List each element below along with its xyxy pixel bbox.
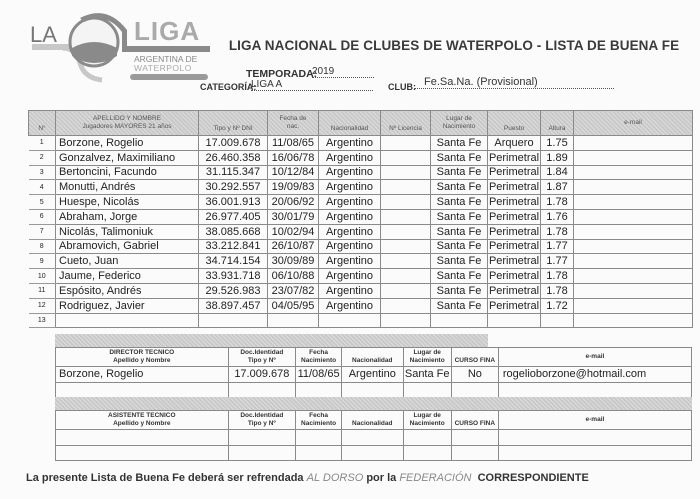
player-num: 7 xyxy=(29,224,56,239)
at-col-nationality: Nacionalidad xyxy=(342,411,404,430)
player-num: 5 xyxy=(29,195,56,210)
player-birth[interactable]: 30/09/89 xyxy=(268,254,319,269)
dt-col-birth xyxy=(296,348,342,367)
player-nationality[interactable]: Argentino xyxy=(319,195,381,210)
player-email[interactable] xyxy=(574,298,693,313)
player-num: 12 xyxy=(29,298,56,313)
col-birthplace-line1: Lugar de xyxy=(446,115,472,122)
player-birthplace[interactable]: Santa Fe xyxy=(431,180,488,195)
player-birthplace[interactable]: Santa Fe xyxy=(431,298,488,313)
logo-liga: LIGA xyxy=(134,16,201,46)
player-position[interactable]: Perimetral xyxy=(488,210,540,223)
player-name[interactable]: Jaume, Federico xyxy=(56,269,199,284)
dt-email[interactable] xyxy=(498,382,691,398)
at-col-birthplace-line2: Nacimiento xyxy=(409,420,445,427)
dt-birth[interactable] xyxy=(296,382,342,398)
player-name[interactable]: Rodriguez, Javier xyxy=(56,298,199,313)
player-dni[interactable]: 33.931.718 xyxy=(199,269,268,284)
at-col-name-line2: Apellido y Nombre xyxy=(113,420,171,427)
at-birthplace[interactable] xyxy=(403,445,451,461)
player-num: 1 xyxy=(29,136,56,151)
at-col-birthplace xyxy=(403,411,451,430)
player-name[interactable]: Nicolás, Talimoniuk xyxy=(56,224,199,239)
player-license[interactable] xyxy=(381,136,431,151)
player-num: 9 xyxy=(29,254,56,269)
club-field[interactable] xyxy=(414,76,614,89)
player-birth[interactable]: 06/10/88 xyxy=(268,269,319,284)
at-col-birth-line1: Fecha xyxy=(309,412,328,419)
dt-col-name xyxy=(56,348,229,367)
player-position[interactable]: Perimetral xyxy=(488,255,540,268)
player-name[interactable]: Bertoncini, Facundo xyxy=(56,165,199,180)
at-course[interactable] xyxy=(451,445,498,461)
logo-waterpolo: WATERPOLO xyxy=(134,63,192,73)
page-title: LIGA NACIONAL DE CLUBES DE WATERPOLO - LISTA DE BUENA FE xyxy=(228,38,680,53)
dt-birth[interactable]: 11/08/65 xyxy=(297,368,340,381)
at-birth[interactable] xyxy=(296,430,342,446)
player-dni[interactable]: 36.001.913 xyxy=(199,195,268,210)
footer-part3: por la xyxy=(363,472,400,484)
player-birthplace[interactable]: Santa Fe xyxy=(431,239,488,254)
col-birth-line2: nac. xyxy=(286,123,300,130)
at-nationality[interactable] xyxy=(342,430,404,446)
player-dni[interactable]: 17.009.678 xyxy=(199,136,268,151)
player-birthplace[interactable]: Santa Fe xyxy=(431,269,488,284)
dt-col-nationality: Nacionalidad xyxy=(342,348,404,367)
director-row xyxy=(56,382,692,398)
player-name[interactable]: Cueto, Juan xyxy=(56,254,199,269)
player-email[interactable] xyxy=(574,239,693,254)
player-email[interactable] xyxy=(574,254,693,269)
player-license[interactable] xyxy=(381,239,431,254)
director-header-row xyxy=(56,348,692,367)
at-col-birth-line2: Nacimiento xyxy=(301,420,337,427)
dt-col-birthplace xyxy=(403,348,451,367)
col-name-line2: Jugadores MAYORES 21 años xyxy=(82,123,172,130)
player-birthplace[interactable]: Santa Fe xyxy=(431,136,488,151)
player-birth[interactable]: 16/06/78 xyxy=(268,150,319,165)
at-birthplace[interactable] xyxy=(403,430,451,446)
player-dni[interactable]: 26.977.405 xyxy=(199,209,268,224)
footer-note xyxy=(26,472,589,484)
assistant-row xyxy=(56,430,692,446)
separator-band-2 xyxy=(55,397,692,410)
director-row xyxy=(56,367,692,383)
player-height[interactable]: 1.75 xyxy=(541,136,574,151)
player-num: 4 xyxy=(29,180,56,195)
player-position[interactable] xyxy=(488,313,541,328)
footer-correspondiente: CORRESPONDIENTE xyxy=(471,472,589,484)
player-nationality[interactable]: Argentino xyxy=(319,224,381,239)
at-name[interactable] xyxy=(56,445,229,461)
player-height[interactable]: 1.78 xyxy=(541,195,574,210)
player-license[interactable] xyxy=(381,150,431,165)
player-num: 6 xyxy=(29,209,56,224)
at-col-doc xyxy=(228,411,296,430)
at-col-email: e-mail xyxy=(498,411,691,430)
player-height[interactable] xyxy=(541,313,574,328)
player-dni[interactable]: 29.526.983 xyxy=(199,283,268,298)
dt-col-birth-line1: Fecha xyxy=(309,349,328,356)
logo-la: LA xyxy=(30,22,57,47)
player-birthplace[interactable]: Santa Fe xyxy=(431,224,488,239)
player-row xyxy=(29,313,693,328)
col-nationality: Nacionalidad xyxy=(319,111,381,136)
player-nationality[interactable]: Argentino xyxy=(319,136,381,151)
player-name[interactable]: Monutti, Andrés xyxy=(56,180,199,195)
dt-name[interactable]: Borzone, Rogelio xyxy=(56,367,229,383)
player-position[interactable]: Perimetral xyxy=(488,270,540,283)
player-dni[interactable]: 30.292.557 xyxy=(199,180,268,195)
player-height[interactable]: 1.77 xyxy=(541,239,574,254)
player-license[interactable] xyxy=(381,224,431,239)
dt-col-doc-line2: Tipo y Nº xyxy=(247,357,276,364)
director-table xyxy=(55,347,692,398)
dt-course[interactable] xyxy=(451,382,498,398)
player-nationality[interactable]: Argentino xyxy=(319,239,381,254)
assistant-row xyxy=(56,445,692,461)
assistant-header-row xyxy=(56,411,692,430)
player-nationality[interactable]: Argentino xyxy=(319,180,381,195)
assistant-table xyxy=(55,410,692,461)
dt-nationality[interactable] xyxy=(342,382,404,398)
at-email[interactable] xyxy=(498,430,691,446)
player-dni[interactable]: 31.115.347 xyxy=(199,165,268,180)
at-name[interactable] xyxy=(56,430,229,446)
player-license[interactable] xyxy=(381,313,431,328)
at-email[interactable] xyxy=(498,445,691,461)
player-height[interactable]: 1.89 xyxy=(541,150,574,165)
col-position: Puesto xyxy=(488,111,541,136)
player-num: 10 xyxy=(29,269,56,284)
player-birth[interactable]: 11/08/65 xyxy=(268,136,319,151)
player-name[interactable]: Espósito, Andrés xyxy=(56,283,199,298)
player-row xyxy=(29,150,693,165)
player-birth[interactable]: 30/01/79 xyxy=(268,209,319,224)
dt-doc[interactable]: 17.009.678 xyxy=(228,367,296,383)
player-position[interactable]: Perimetral xyxy=(488,299,540,312)
player-dni[interactable] xyxy=(199,313,268,328)
player-height[interactable]: 1.87 xyxy=(541,180,574,195)
dt-birthplace[interactable] xyxy=(403,382,451,398)
player-dni[interactable]: 38.085.668 xyxy=(199,224,268,239)
dt-col-birthplace-line1: Lugar de xyxy=(413,349,441,356)
at-col-birthplace-line1: Lugar de xyxy=(413,412,441,419)
player-birthplace[interactable]: Santa Fe xyxy=(431,165,488,180)
at-col-doc-line2: Tipo y Nº xyxy=(247,420,276,427)
footer-al-dorso: AL DORSO xyxy=(306,472,364,484)
col-license: Nº Licencia xyxy=(381,111,431,136)
player-license[interactable] xyxy=(381,180,431,195)
player-row xyxy=(29,165,693,180)
dt-course[interactable]: No xyxy=(451,367,498,383)
player-height[interactable]: 1.78 xyxy=(541,224,574,239)
player-license[interactable] xyxy=(381,269,431,284)
player-birth[interactable] xyxy=(268,313,319,328)
at-birth[interactable] xyxy=(296,445,342,461)
col-height: Altura xyxy=(541,111,574,136)
player-position[interactable]: Perimetral xyxy=(488,284,540,297)
player-name[interactable]: Borzone, Rogelio xyxy=(56,136,199,151)
player-nationality[interactable] xyxy=(319,313,381,328)
player-birthplace[interactable]: Santa Fe xyxy=(431,209,488,224)
at-doc[interactable] xyxy=(228,445,296,461)
player-num: 11 xyxy=(29,283,56,298)
liga-logo xyxy=(22,8,212,88)
temporada-label: TEMPORADA: xyxy=(246,68,318,80)
categoria-field[interactable] xyxy=(251,79,373,91)
player-email[interactable] xyxy=(574,283,693,298)
player-license[interactable] xyxy=(381,209,431,224)
player-name[interactable]: Gonzalvez, Maximiliano xyxy=(56,150,199,165)
player-birthplace[interactable]: Santa Fe xyxy=(431,254,488,269)
player-birth[interactable]: 10/12/84 xyxy=(268,165,319,180)
player-num: 13 xyxy=(29,313,56,328)
temporada-value: 2019 xyxy=(312,66,335,77)
at-doc[interactable] xyxy=(228,430,296,446)
player-position[interactable]: Perimetral xyxy=(488,166,540,179)
player-position[interactable]: Perimetral xyxy=(488,196,540,209)
player-row xyxy=(29,283,693,298)
dt-col-course: CURSO FINA xyxy=(451,348,498,367)
player-row xyxy=(29,180,693,195)
player-email[interactable] xyxy=(574,269,693,284)
player-birth[interactable]: 20/06/92 xyxy=(268,195,319,210)
col-num: N° xyxy=(29,111,56,136)
dt-birthplace[interactable]: Santa Fe xyxy=(404,368,450,381)
at-nationality[interactable] xyxy=(342,445,404,461)
player-height[interactable]: 1.78 xyxy=(541,269,574,284)
player-row xyxy=(29,224,693,239)
player-birth[interactable]: 19/09/83 xyxy=(268,180,319,195)
player-row xyxy=(29,209,693,224)
dt-name[interactable] xyxy=(56,382,229,398)
player-nationality[interactable]: Argentino xyxy=(319,298,381,313)
at-col-course: CURSO FINA xyxy=(451,411,498,430)
player-email[interactable] xyxy=(574,224,693,239)
player-height[interactable]: 1.78 xyxy=(541,283,574,298)
player-nationality[interactable]: Argentino xyxy=(319,269,381,284)
col-birth-line1: Fecha de xyxy=(279,115,307,122)
player-nationality[interactable]: Argentino xyxy=(319,283,381,298)
player-email[interactable] xyxy=(574,150,693,165)
col-dni: Tipo y Nº DNI xyxy=(199,111,268,136)
player-position[interactable]: Arquero xyxy=(488,136,541,151)
player-num: 3 xyxy=(29,165,56,180)
player-birthplace[interactable]: Santa Fe xyxy=(431,195,488,210)
player-license[interactable] xyxy=(381,254,431,269)
footer-part1: La presente Lista de Buena Fe deberá ser refrendada xyxy=(26,472,307,484)
at-col-birth xyxy=(296,411,342,430)
player-license[interactable] xyxy=(381,283,431,298)
dt-col-name-line2: Apellido y Nombre xyxy=(113,357,171,364)
player-license[interactable] xyxy=(381,165,431,180)
player-name[interactable] xyxy=(56,313,199,328)
player-row xyxy=(29,254,693,269)
temporada-field[interactable] xyxy=(312,66,374,78)
logo-argentina: ARGENTINA DE xyxy=(134,54,198,64)
dt-doc[interactable] xyxy=(228,382,296,398)
dt-nationality[interactable]: Argentino xyxy=(342,367,404,383)
player-position[interactable]: Perimetral xyxy=(488,225,540,238)
player-birth[interactable]: 26/10/87 xyxy=(268,239,319,254)
at-course[interactable] xyxy=(451,430,498,446)
player-nationality[interactable]: Argentino xyxy=(319,165,381,180)
col-birth xyxy=(268,111,319,136)
player-birthplace[interactable]: Santa Fe xyxy=(431,150,488,165)
player-dni[interactable]: 38.897.457 xyxy=(199,298,268,313)
col-name-line1: APELLIDO Y NOMBRE xyxy=(92,115,162,122)
col-birthplace-line2: Nacimiento xyxy=(442,123,476,130)
player-dni[interactable]: 34.714.154 xyxy=(199,254,268,269)
dt-col-birth-line2: Nacimiento xyxy=(301,357,337,364)
footer-federacion: FEDERACIÓN xyxy=(399,472,472,484)
player-email[interactable] xyxy=(574,195,693,210)
player-name[interactable]: Abramovich, Gabriel xyxy=(56,239,199,254)
dt-col-birthplace-line2: Nacimiento xyxy=(409,357,445,364)
player-height[interactable]: 1.76 xyxy=(541,209,574,224)
at-col-doc-line1: Doc.Identidad xyxy=(240,412,284,419)
player-row xyxy=(29,239,693,254)
player-nationality[interactable]: Argentino xyxy=(319,150,381,165)
dt-email[interactable]: rogelioborzone@hotmail.com xyxy=(498,367,691,383)
at-col-name xyxy=(56,411,229,430)
player-position[interactable]: Perimetral xyxy=(488,151,540,164)
player-num: 2 xyxy=(29,150,56,165)
col-name xyxy=(56,111,199,136)
player-email[interactable] xyxy=(574,165,693,180)
players-header-row xyxy=(29,111,693,136)
player-nationality[interactable]: Argentino xyxy=(319,209,381,224)
dt-col-doc xyxy=(228,348,296,367)
club-value: Fe.Sa.Na. (Provisional) xyxy=(424,76,538,88)
categoria-label: CATEGORÍA: xyxy=(200,82,257,92)
player-birth[interactable]: 10/02/94 xyxy=(268,224,319,239)
player-name[interactable]: Huespe, Nicolás xyxy=(56,195,199,210)
col-birthplace xyxy=(431,111,488,136)
dt-col-name-line1: DIRECTOR TECNICO xyxy=(109,349,175,356)
player-height[interactable]: 1.77 xyxy=(541,254,574,269)
club-label: CLUB: xyxy=(388,82,416,92)
dt-col-doc-line1: Doc.Identidad xyxy=(240,349,284,356)
player-position[interactable]: Perimetral xyxy=(488,240,540,253)
player-license[interactable] xyxy=(381,298,431,313)
player-height[interactable]: 1.84 xyxy=(541,165,574,180)
player-email[interactable] xyxy=(574,180,693,195)
player-birth[interactable]: 04/05/95 xyxy=(268,298,319,313)
players-table xyxy=(28,110,693,328)
player-name[interactable]: Abraham, Jorge xyxy=(56,209,199,224)
player-birthplace[interactable]: Santa Fe xyxy=(431,283,488,298)
player-dni[interactable]: 33.212.841 xyxy=(199,239,268,254)
player-row xyxy=(29,298,693,313)
player-position[interactable]: Perimetral xyxy=(488,181,540,194)
player-nationality[interactable]: Argentino xyxy=(319,254,381,269)
player-num: 8 xyxy=(29,239,56,254)
player-email[interactable] xyxy=(574,209,693,224)
player-birthplace[interactable] xyxy=(431,313,488,328)
player-email[interactable] xyxy=(574,136,693,151)
col-email: e-mail xyxy=(574,111,693,136)
player-row xyxy=(29,269,693,284)
player-row xyxy=(29,195,693,210)
player-row xyxy=(29,136,693,151)
player-email[interactable] xyxy=(574,313,693,328)
at-col-name-line1: ASISTENTE TECNICO xyxy=(108,412,176,419)
player-dni[interactable]: 26.460.358 xyxy=(199,150,268,165)
categoria-value: LIGA A xyxy=(251,79,283,90)
dt-col-email: e-mail xyxy=(498,348,691,367)
player-license[interactable] xyxy=(381,195,431,210)
player-height[interactable]: 1.72 xyxy=(541,298,574,313)
separator-band xyxy=(55,334,488,347)
player-birth[interactable]: 23/07/82 xyxy=(268,283,319,298)
